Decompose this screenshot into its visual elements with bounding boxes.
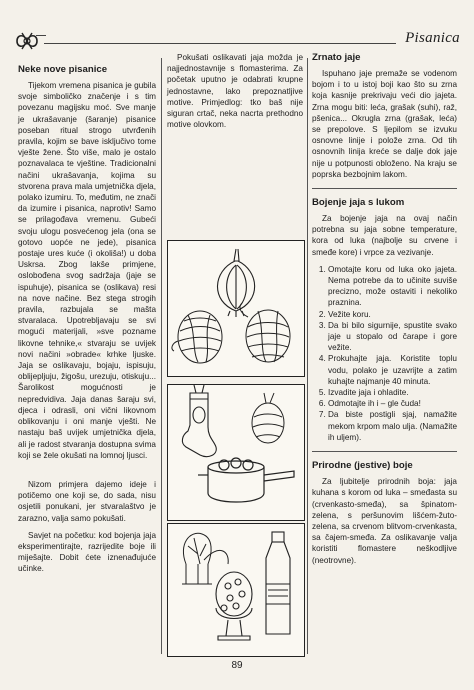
paragraph: Za bojenje jaja na ovaj način potrebna su jaja sobne temperature, kora od luka (najbolje su crvene i smeđe kore) i vrpce za vezivanje. [312,214,457,257]
section-title: Bojenje jaja s lukom [312,197,405,209]
list-item: 1. Omotajte koru od luka oko jajeta. Nema potrebe da to učinite suviše precizno, može ostaviti i nekoliko praznina. [328,264,457,309]
cooking-pot-icon [198,458,294,502]
paragraph: Nizom primjera dajemo ideje i potičemo one koji se, do sada, nisu osjetili ponukani, jer stvaralaštvo je zarazno, valja samo pokušati. [18,479,156,523]
column-separator [161,58,162,654]
paragraph: Savjet na početku: kod bojenja jaja eksperimentirajte, razrijedite boje ili miješajte. Dobit ćete iznenađujuće učinke. [18,530,156,574]
stocking-pot-illustration [167,384,305,521]
spinach-icon [182,533,228,584]
section-divider [312,451,457,452]
paragraph: Ispuhano jaje premaže se vodenom bojom i to u istoj boji kao što su zrna koja kasnije prekrivaju veći dio jajeta. Zrna mogu biti: leća, grašak (suhi), raž, pšenica... Okrugla zrna (grašak, leća) se prepolove. S ljepilom se izvuku osnovne linije i polože zrna. Od tih osnovnih linija kreće se dalje dok jaje nije u potpunosti obloženo. Na kraju se poprska bezbojnim lakom. [312,69,457,179]
list-item: 4. Prokuhajte jaja. Koristite toplu vodu, polako je uzavrijte a zatim kuhajte najmanje 40 minuta. [328,353,457,387]
paragraph: Pokušati oslikavati jaja možda je najjednostavnije s flomasterima. Za početak uputno je odabrati krupne jednostavne, lako prepoznatljive motive. Primjedlog: tko baš nije siguran crtač, neka nacrta prethodno motive olovkom. [167,53,303,130]
column-left [18,64,156,581]
steps-list [312,264,457,443]
list-item: 7. Da biste postigli sjaj, namažite mekom krpom malo ulja. (Namažite ih uljem). [328,409,457,443]
wrapped-egg-icon [252,393,284,443]
header-rule [44,43,396,44]
column-right [312,52,457,572]
wrapped-egg-icon [172,311,222,363]
column-middle [167,52,303,136]
header-dash [36,35,46,36]
egg-cup-icon [216,572,252,640]
list-item: 6. Odmotajte ih i – gle čuda! [328,398,457,409]
wrapped-egg-icon [240,303,290,362]
section-title: Prirodne (jestive) boje [312,460,413,472]
list-item: 2. Vežite koru. [328,309,457,320]
column-separator [307,58,308,654]
list-item: 5. Izvadite jaja i ohladite. [328,387,457,398]
stocking-icon [182,385,216,457]
section-divider [312,188,457,189]
onion-wrapped-eggs-illustration [167,240,305,377]
section-name: Pisanica [405,30,460,46]
bottle-icon [266,532,290,634]
spinach-bottle-egg-illustration [167,523,305,657]
paragraph: Tijekom vremena pisanica je gubila svoje simboličko značenje i s tim povezanu magijsku moć. Sve manje je ukrašavanje (šaranje) pisanice poseban ritual strogo utvrđenih pravila, kojim se bave isključivo tome vješte žene. Što više, malo je ostalo poznavalaca te vještine. Tradicionalni načini ukrašavanja, kojima su stvorena prava mala umjetnička djela, polako izumiru. To, međutim, ne znači da izumire i pisanica, naprotiv! Samo se prilagođava vremenu. Gubeći svoju ulogu posvećenog jela (ona se gotovo uopće ne jede), pisanica postaje ures kuće (i okoliša!) u doba Uskrsa. Zbog lakše primjene, oslobođena svog sadržaja (jaje se ispuhuje), pisanica se (oslikava) resi na nove načine. Bez stega strogih pravila, razbujala se mašta stvaralaca. Upotrebljavaju se svi mogući materijali, »sve pozname likovne tehnike,« stvaraju se uvijek novi načini »obrade« krhke ljuske. Jaja se oslikavaju, bojaju, ispisuju, oblijepljuju, žigošu, urezuju, otiskuju... Šarolikost mogućnosti je nepredvidiva. Jaja danas šaraju svi, djeca i odrasli, oni vični likovnom oblikovanju i oni manje vješti. Ne nastaju baš uvijek umjetnička djela, ali je radost stvaranja dostupna svima koji se žele okušati na lomnoj ljusci. [18,81,156,460]
list-item: 3. Da bi bilo sigurnije, spustite svako jaje u stopalo od čarape i gore vežite. [328,320,457,354]
article-title: Neke nove pisanice [18,64,108,75]
section-title: Zrnato jaje [312,52,361,63]
paragraph: Za ljubitelje prirodnih boja: jaja kuhana s korom od luka – smeđasta su (crvenkasto-smeđa), sa špinatom-zelena, s peršunovim lišćem-žuto-zelena, sa crvenom blitvom-crvenkasta, sa čajem-smeđa. Za oslikavanje valja koristiti flomastere neškodljive (neotrovne). [312,477,457,565]
celtic-knot-icon [14,30,40,52]
onion-icon [217,249,254,317]
page-number: 89 [231,660,243,671]
